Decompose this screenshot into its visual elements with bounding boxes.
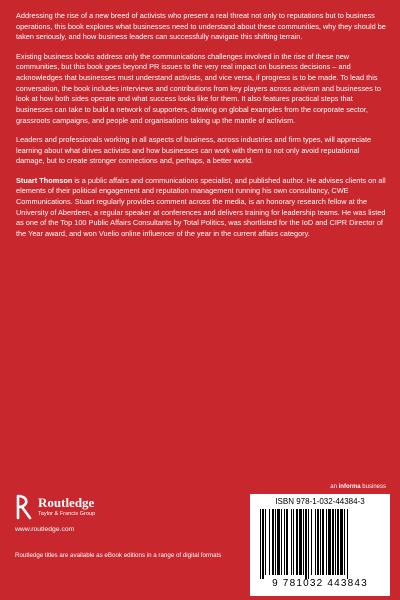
publisher-website: www.routledge.com [15,526,75,533]
back-cover-text [16,11,386,248]
barcode-bar [262,509,264,579]
barcode-digits: 9 781032 443843 [272,578,368,589]
barcode-bar [299,509,302,575]
barcode-bar [275,509,276,575]
barcode-bar [326,509,327,575]
barcode-bar [260,509,261,579]
blurb-paragraph-2: Existing business books address only the communications challenges involved in the rise of these new communities, but this book goes beyond PR issues to the very real impact on business decisions – and acknowledges that businesses must understand activists, and vice versa, if progress is to be made. To lead this conversation, the book includes interviews and contributions from key players across activism and businesses to look at how both sides operate and what success looks like for them. It also features practical steps that businesses can take to build a network of supporters, drawing on global examples from the corporate sector, grassroots campaigns, and people and organisations taking up the mantle of activism. [16,51,381,125]
blurb-paragraph-1: Addressing the rise of a new breed of activists who present a real threat not only to reputations but to business operations, this book explores what businesses need to understand about these communities, why they should be taken seriously, and how business leaders can successfully navigate this shifting terrain. [16,11,386,42]
barcode-bar [305,509,307,579]
barcode-bar [344,509,345,575]
barcode-bar [320,509,321,575]
barcode-bar [337,509,339,575]
barcode-bar [272,509,274,575]
informa-suffix: business [360,484,386,490]
barcode-bar [335,509,336,575]
barcode-bar [311,509,312,575]
author-bio [16,176,386,240]
blurb-paragraph-3: Leaders and professionals working in all aspects of business, across industries and firm types, will appreciate learning about what drives activists and how businesses can work with them to not only avoid reputational damage, but to create stronger connections and, perhaps, a better world. [16,135,372,166]
barcode-bar [291,509,292,575]
barcode-bar [303,509,304,575]
cover-footer [0,480,400,600]
author-bio-text: is a public affairs and communications specialist, and published author. He advises clients on all elements of their political engagement and reputation management running his own consultancy, CWE Communications. Stuart regularly provides comment across the media, is an honorary research fellow at the University of Aberdeen, a regular speaker at conferences and delivers training for leadership teams. He was listed as one of the Top 100 Public Affairs Consultants by Total Politics, was shortlisted for the IoD and CIPR Director of the Year award, and won Vuelio online influencer of the year in the current affairs category. [16,175,386,239]
author-name: Stuart Thomson [16,175,73,185]
informa-brand: informa [338,484,361,490]
barcode-bar [317,509,319,575]
barcode-bar [332,509,334,575]
barcode-bar [296,509,298,575]
barcode-bar [293,509,294,575]
informa-prefix: an [330,484,339,490]
ebook-note: Routledge titles are available as eBook editions in a range of digital formats [15,552,222,559]
barcode-bar [281,509,282,575]
barcode-bar [269,509,270,575]
publisher-tagline: Taylor & Francis Group [38,511,96,517]
barcode-bar [308,509,309,579]
informa-business-label [330,484,386,490]
barcode-bar [286,509,288,575]
barcode-bar [284,509,285,575]
barcode-graphic [258,509,382,579]
barcode-bar [277,509,280,575]
isbn-label: ISBN 978-1-032-44384-3 [275,497,365,506]
publisher-name: Routledge [38,495,95,510]
barcode-bar [347,509,348,579]
routledge-mark-icon [15,494,33,520]
barcode-bar [315,509,316,575]
isbn-barcode [250,494,390,596]
routledge-logo [15,494,125,530]
barcode-bar [328,509,331,575]
barcode-bar [265,509,266,575]
barcode-bar [322,509,324,575]
barcode-bar [340,509,343,575]
